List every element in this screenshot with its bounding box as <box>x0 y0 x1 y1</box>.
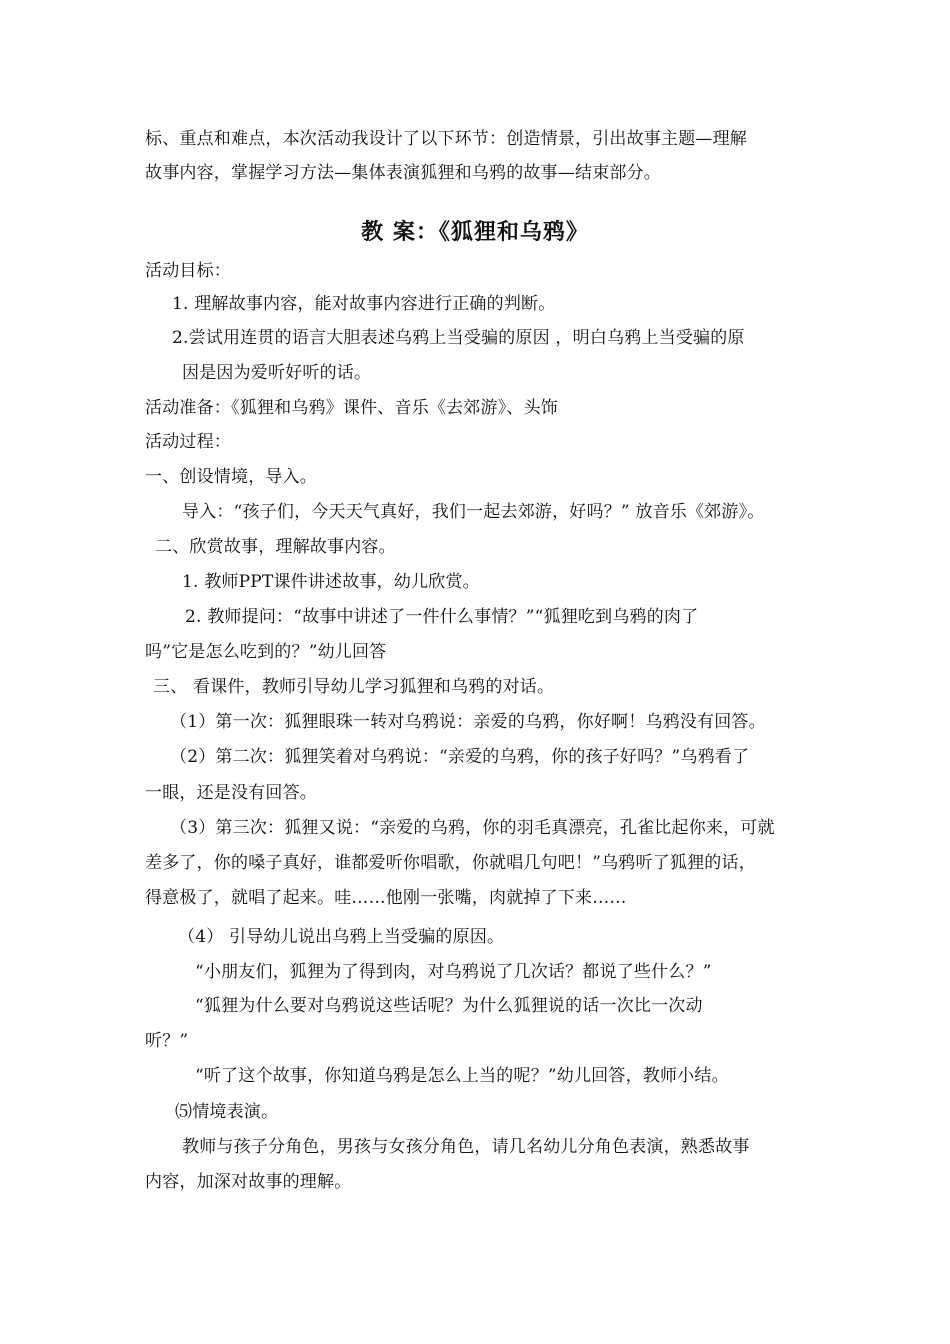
step-2-line-1: （2）第二次：狐狸笑着对乌鸦说：“亲爱的乌鸦，你的孩子好吗？”乌鸦看了 <box>170 747 750 767</box>
section-1-text: 导入：“孩子们，今天天气真好，我们一起去郊游，好吗？” 放音乐《郊游》。 <box>182 502 765 522</box>
question-3: “听了这个故事，你知道乌鸦是怎么上当的呢？”幼儿回答，教师小结。 <box>195 1066 729 1086</box>
goal-2-line-1: 2.尝试用连贯的语言大胆表述乌鸦上当受骗的原因 ，明白乌鸦上当受骗的原 <box>172 328 745 348</box>
step-2-line-2: 一眼，还是没有回答。 <box>145 783 317 803</box>
page-title: 教 案：《狐狸和乌鸦》 <box>361 220 589 245</box>
step-5-text-line-2: 内容，加深对故事的理解。 <box>145 1172 352 1192</box>
step-5: ⑸情境表演。 <box>175 1102 279 1122</box>
goal-1: 1. 理解故事内容，能对故事内容进行正确的判断。 <box>172 294 556 314</box>
step-3-line-2: 差多了，你的嗓子真好，谁都爱听你唱歌，你就唱几句吧！”乌鸦听了狐狸的话， <box>145 853 756 873</box>
section-1-heading: 一、创设情境，导入。 <box>145 467 317 487</box>
step-3-line-1: （3）第三次：狐狸又说：“亲爱的乌鸦，你的羽毛真漂亮，孔雀比起你来，可就 <box>170 818 775 838</box>
step-4: （4） 引导幼儿说出乌鸦上当受骗的原因。 <box>178 927 505 947</box>
intro-line-1: 标、重点和难点，本次活动我设计了以下环节：创造情景，引出故事主题—理解 <box>145 129 747 149</box>
step-5-text-line-1: 教师与孩子分角色，男孩与女孩分角色，请几名幼儿分角色表演，熟悉故事 <box>182 1137 750 1157</box>
question-2-line-2: 听？” <box>145 1031 189 1051</box>
question-1: “小朋友们，狐狸为了得到肉，对乌鸦说了几次话？都说了些什么？” <box>195 962 712 982</box>
goals-heading: 活动目标： <box>145 261 231 281</box>
intro-line-2: 故事内容，掌握学习方法—集体表演狐狸和乌鸦的故事—结束部分。 <box>145 163 661 183</box>
section-2-heading: 二、欣赏故事，理解故事内容。 <box>155 537 396 557</box>
section-2-item-1: 1. 教师PPT课件讲述故事，幼儿欣赏。 <box>182 572 480 592</box>
goal-2-line-2: 因是因为爱听好听的话。 <box>182 363 372 383</box>
section-3-heading: 三、 看课件，教师引导幼儿学习狐狸和乌鸦的对话。 <box>153 677 555 697</box>
process-heading: 活动过程： <box>145 432 231 452</box>
step-3-line-3: 得意极了，就唱了起来。哇……他刚一张嘴，肉就掉了下来…… <box>145 888 627 908</box>
step-1: （1）第一次：狐狸眼珠一转对乌鸦说：亲爱的乌鸦，你好啊！乌鸦没有回答。 <box>170 712 766 732</box>
section-2-item-2-line-1: 2. 教师提问：“故事中讲述了一件什么事情？”“狐狸吃到乌鸦的肉了 <box>185 607 699 627</box>
question-2-line-1: “狐狸为什么要对乌鸦说这些话呢？为什么狐狸说的话一次比一次动 <box>195 996 703 1016</box>
preparation: 活动准备：《狐狸和乌鸦》课件、音乐《去郊游》、头饰 <box>145 398 558 418</box>
section-2-item-2-line-2: 吗”它是怎么吃到的？”幼儿回答 <box>145 642 387 662</box>
